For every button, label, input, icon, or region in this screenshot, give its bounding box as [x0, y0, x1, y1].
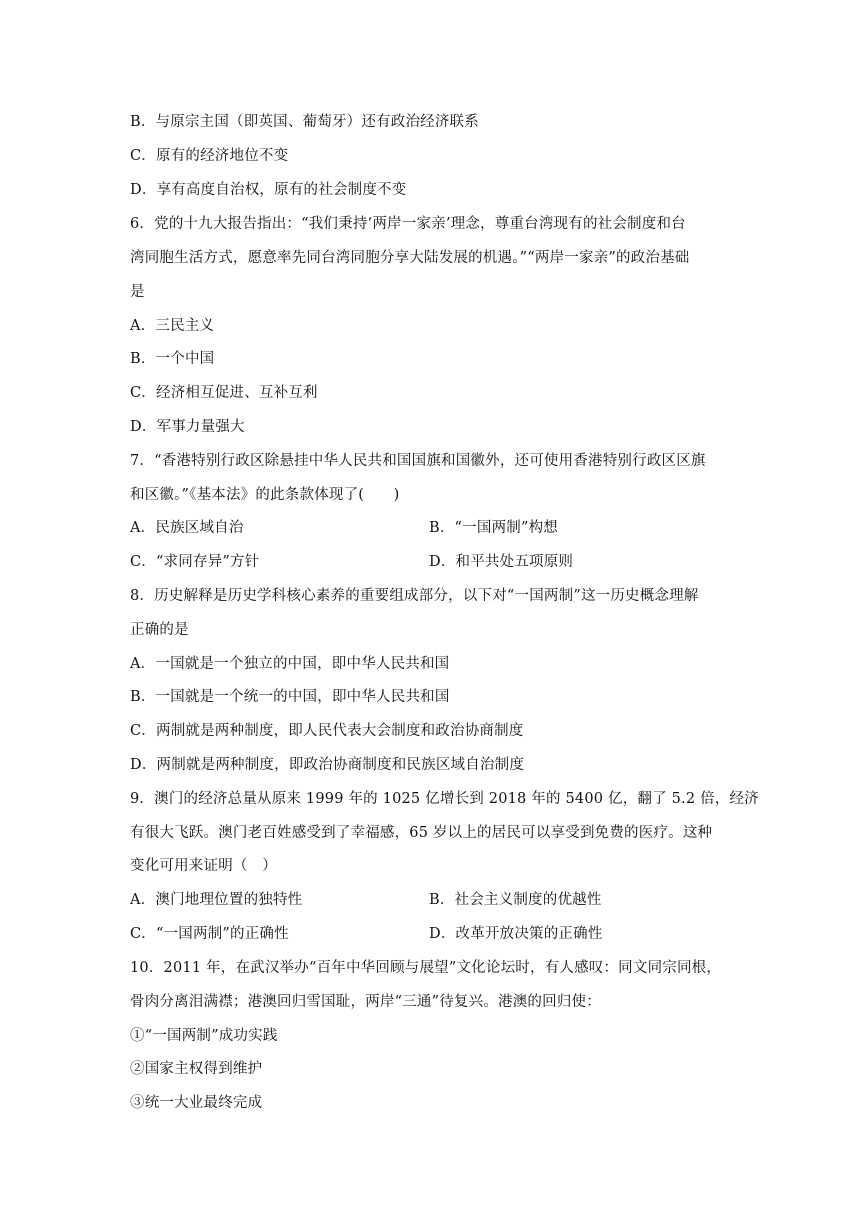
- q10-item-2: ②国家主权得到维护: [130, 1061, 263, 1077]
- q8-stem-line-1: 8．历史解释是历史学科核心素养的重要组成部分，以下对“一国两制”这一历史概念理解: [130, 588, 699, 604]
- q9-options-row-1: [130, 890, 730, 910]
- q6-option-d: D．军事力量强大: [130, 419, 245, 435]
- q5-option-d: D．享有高度自治权，原有的社会制度不变: [130, 182, 407, 198]
- q9-option-c: C．“一国两制”的正确性: [130, 926, 289, 942]
- q8-option-a: A．一国就是一个独立的中国，即中华人民共和国: [130, 656, 450, 672]
- q6-option-b: B．一个中国: [130, 351, 215, 367]
- q7-option-b: B．“一国两制”构想: [429, 520, 558, 536]
- q6-stem-line-3: 是: [130, 284, 145, 300]
- q6-option-a: A．三民主义: [130, 318, 215, 334]
- q10-item-1: ①“一国两制”成功实践: [130, 1028, 278, 1044]
- q7-stem-line-2: 和区徽。”《基本法》的此条款体现了( ): [130, 487, 400, 503]
- q8-stem-line-2: 正确的是: [130, 622, 189, 638]
- q9-option-d: D．改革开放决策的正确性: [429, 926, 603, 942]
- q7-options-row-1: [130, 518, 730, 538]
- q6-option-c: C．经济相互促进、互补互利: [130, 385, 318, 401]
- q5-option-c: C．原有的经济地位不变: [130, 148, 289, 164]
- q9-option-a: A．澳门地理位置的独特性: [130, 892, 303, 908]
- q7-option-a: A．民族区域自治: [130, 520, 244, 536]
- q7-option-c: C．“求同存异”方针: [130, 554, 260, 570]
- q9-stem-line-2: 有很大飞跃。澳门老百姓感受到了幸福感，65 岁以上的居民可以享受到免费的医疗。这种: [130, 825, 713, 841]
- q8-option-c: C．两制就是两种制度，即人民代表大会制度和政治协商制度: [130, 723, 524, 739]
- q7-options-row-2: [130, 552, 730, 572]
- q10-stem-line-2: 骨肉分离泪满襟；港澳回归雪国耻，两岸“三通”待复兴。港澳的回归使：: [130, 994, 601, 1010]
- q9-options-row-2: [130, 924, 730, 944]
- q9-option-b: B．社会主义制度的优越性: [429, 892, 602, 908]
- q5-option-b: B．与原宗主国（即英国、葡萄牙）还有政治经济联系: [130, 114, 479, 130]
- q8-option-b: B．一国就是一个统一的中国，即中华人民共和国: [130, 689, 450, 705]
- q7-option-d: D．和平共处五项原则: [429, 554, 574, 570]
- q10-item-3: ③统一大业最终完成: [130, 1095, 263, 1111]
- q9-stem-line-1: 9．澳门的经济总量从原来 1999 年的 1025 亿增长到 2018 年的 5400 亿，翻了 5.2 倍，经济: [130, 791, 759, 807]
- q9-stem-line-3: 变化可用来证明（ ）: [130, 858, 277, 874]
- q10-stem-line-1: 10．2011 年，在武汉举办“百年中华回顾与展望”文化论坛时，有人感叹：同文同宗同根，: [130, 960, 722, 976]
- q6-stem-line-2: 湾同胞生活方式，愿意率先同台湾同胞分享大陆发展的机遇。”“两岸一家亲”的政治基础: [130, 250, 690, 266]
- q8-option-d: D．两制就是两种制度，即政治协商制度和民族区域自治制度: [130, 757, 525, 773]
- q7-stem-line-1: 7．“香港特别行政区除悬挂中华人民共和国国旗和国徽外，还可使用香港特别行政区区旗: [130, 453, 706, 469]
- q6-stem-line-1: 6．党的十九大报告指出：“我们秉持‘两岸一家亲’理念，尊重台湾现有的社会制度和台: [130, 216, 686, 232]
